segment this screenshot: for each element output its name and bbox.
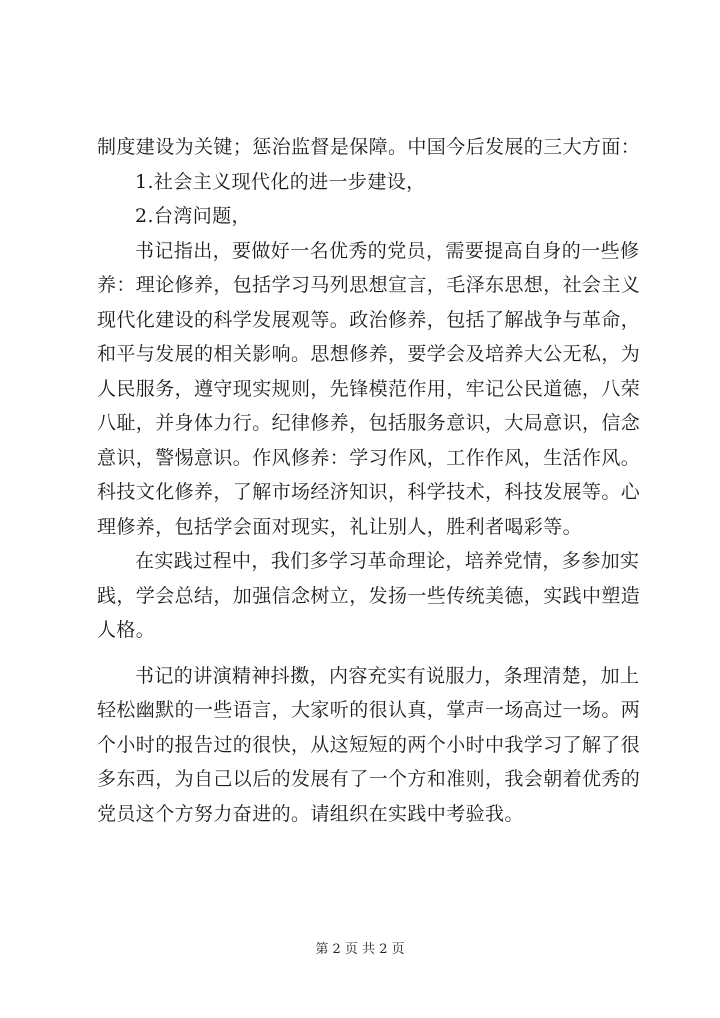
paragraph-line: 科技文化修养，了解市场经济知识，科学技术，科技发展等。心 bbox=[97, 481, 641, 503]
paragraph-line: 养：理论修养，包括学习马列思想宣言，毛泽东思想，社会主义 bbox=[97, 274, 641, 296]
paragraph-gap bbox=[97, 648, 642, 659]
paragraph-line: 轻松幽默的一些语言，大家听的很认真，掌声一场高过一场。两 bbox=[97, 699, 641, 721]
paragraph-line: 八耻，并身体力行。纪律修养，包括服务意识，大局意识，信念 bbox=[97, 412, 641, 434]
paragraph-line: 个小时的报告过的很快，从这短短的两个小时中我学习了解了很 bbox=[97, 733, 641, 756]
page-number-footer: 第 2 页 共 2 页 bbox=[315, 942, 405, 957]
paragraph-line: 书记指出，要做好一名优秀的党员，需要提高自身的一些修 bbox=[135, 239, 640, 262]
paragraph-line: 现代化建设的科学发展观等。政治修养，包括了解战争与革命， bbox=[97, 308, 641, 331]
paragraph-line: 人民服务，遵守现实规则，先锋模范作用，牢记公民道德，八荣 bbox=[97, 377, 641, 400]
document-body bbox=[97, 130, 642, 831]
paragraph-line: 在实践过程中，我们多学习革命理论，培养党情，多参加实 bbox=[135, 550, 640, 572]
paragraph-line: 党员这个方努力奋进的。请组织在实践中考验我。 bbox=[97, 802, 524, 825]
list-item: 1.社会主义现代化的进一步建设， bbox=[135, 170, 426, 193]
list-item: 2.台湾问题， bbox=[135, 205, 251, 227]
paragraph-line: 意识，警惕意识。作风修养：学习作风，工作作风，生活作风。 bbox=[97, 446, 641, 469]
paragraph-line: 理修养，包括学会面对现实，礼让别人，胜利者喝彩等。 bbox=[97, 515, 583, 538]
paragraph-line: 践，学会总结，加强信念树立，发扬一些传统美德，实践中塑造 bbox=[97, 584, 641, 607]
paragraph-line: 书记的讲演精神抖擞，内容充实有说服力，条理清楚，加上 bbox=[135, 664, 640, 687]
paragraph-line: 制度建设为关键；惩治监督是保障。中国今后发展的三大方面： bbox=[97, 136, 641, 158]
paragraph-line: 和平与发展的相关影响。思想修养，要学会及培养大公无私，为 bbox=[97, 343, 641, 365]
paragraph-line: 人格。 bbox=[97, 619, 156, 641]
paragraph-line: 多东西，为自己以后的发展有了一个方和准则，我会朝着优秀的 bbox=[97, 768, 641, 790]
